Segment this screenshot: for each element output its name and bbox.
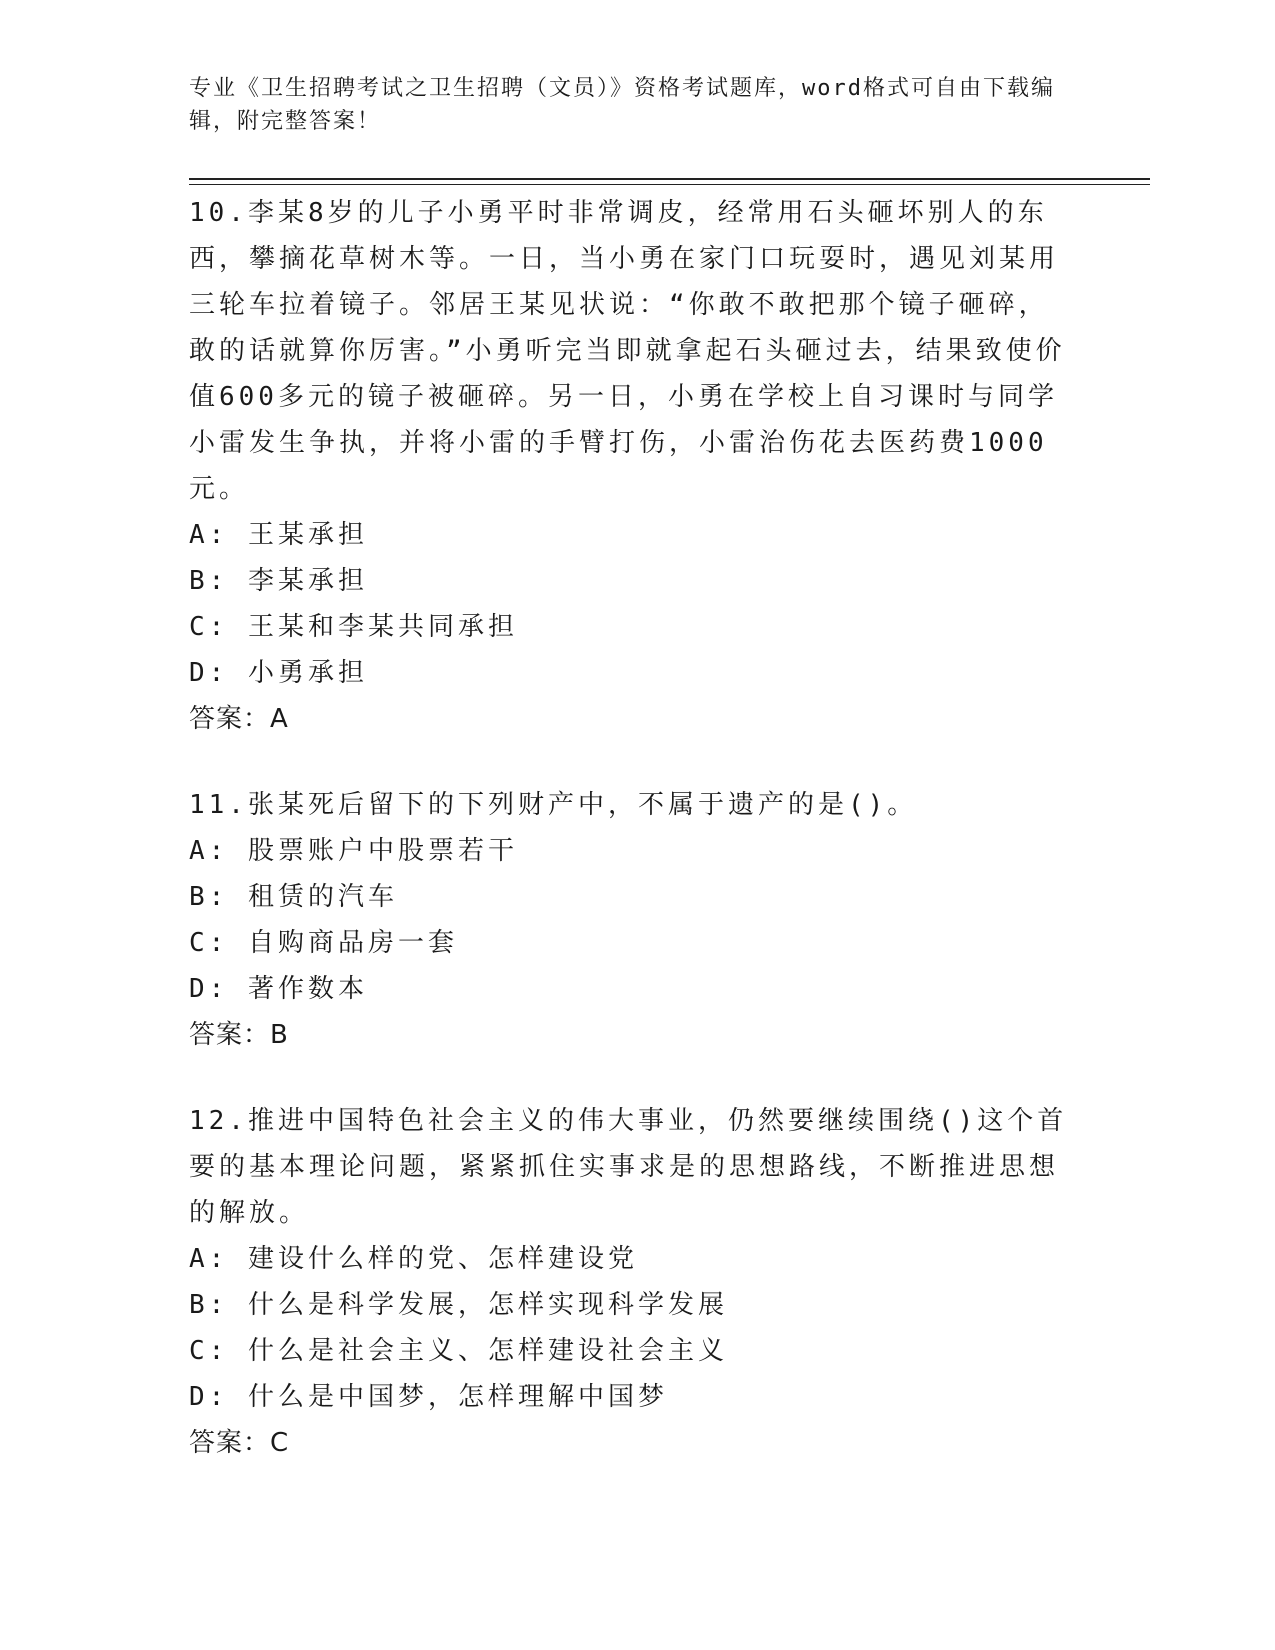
document-header: 专业《卫生招聘考试之卫生招聘（文员）》资格考试题库，word格式可自由下载编辑，附完整答案！ — [189, 76, 1055, 134]
header-divider-thin — [189, 184, 1150, 185]
question-list — [189, 190, 1089, 1506]
option-b: B: 什么是科学发展，怎样实现科学发展 — [189, 1290, 728, 1320]
option-a: A: 王某承担 — [189, 520, 368, 550]
option-c: C: 王某和李某共同承担 — [189, 612, 518, 642]
answer-label: 答案：C — [189, 1428, 290, 1458]
question-stem: 11.张某死后留下的下列财产中，不属于遗产的是()。 — [189, 790, 918, 820]
option-b: B: 李某承担 — [189, 566, 368, 596]
option-a: A: 股票账户中股票若干 — [189, 836, 518, 866]
question-stem: 10.李某8岁的儿子小勇平时非常调皮，经常用石头砸坏别人的东西，攀摘花草树木等。一日，当小勇在家门口玩耍时，遇见刘某用三轮车拉着镜子。邻居王某见状说：“你敢不敢把那个镜子砸碎，敢的话就算你厉害。”小勇听完当即就拿起石头砸过去，结果致使价值600多元的镜子被砸碎。另一日，小勇在学校上自习课时与同学小雷发生争执，并将小雷的手臂打伤，小雷治伤花去医药费1000元。 — [189, 198, 1066, 504]
answer-label: 答案：B — [189, 1020, 289, 1050]
answer-label: 答案：A — [189, 704, 289, 734]
option-b: B: 租赁的汽车 — [189, 882, 398, 912]
option-a: A: 建设什么样的党、怎样建设党 — [189, 1244, 638, 1274]
question-12 — [189, 1098, 1089, 1466]
option-c: C: 什么是社会主义、怎样建设社会主义 — [189, 1336, 728, 1366]
question-10 — [189, 190, 1089, 742]
question-stem: 12.推进中国特色社会主义的伟大事业，仍然要继续围绕()这个首要的基本理论问题，紧紧抓住实事求是的思想路线，不断推进思想的解放。 — [189, 1106, 1068, 1228]
option-d: D: 什么是中国梦，怎样理解中国梦 — [189, 1382, 668, 1412]
option-d: D: 小勇承担 — [189, 658, 368, 688]
question-11 — [189, 782, 1089, 1058]
header-divider — [189, 178, 1150, 180]
option-d: D: 著作数本 — [189, 974, 368, 1004]
option-c: C: 自购商品房一套 — [189, 928, 458, 958]
